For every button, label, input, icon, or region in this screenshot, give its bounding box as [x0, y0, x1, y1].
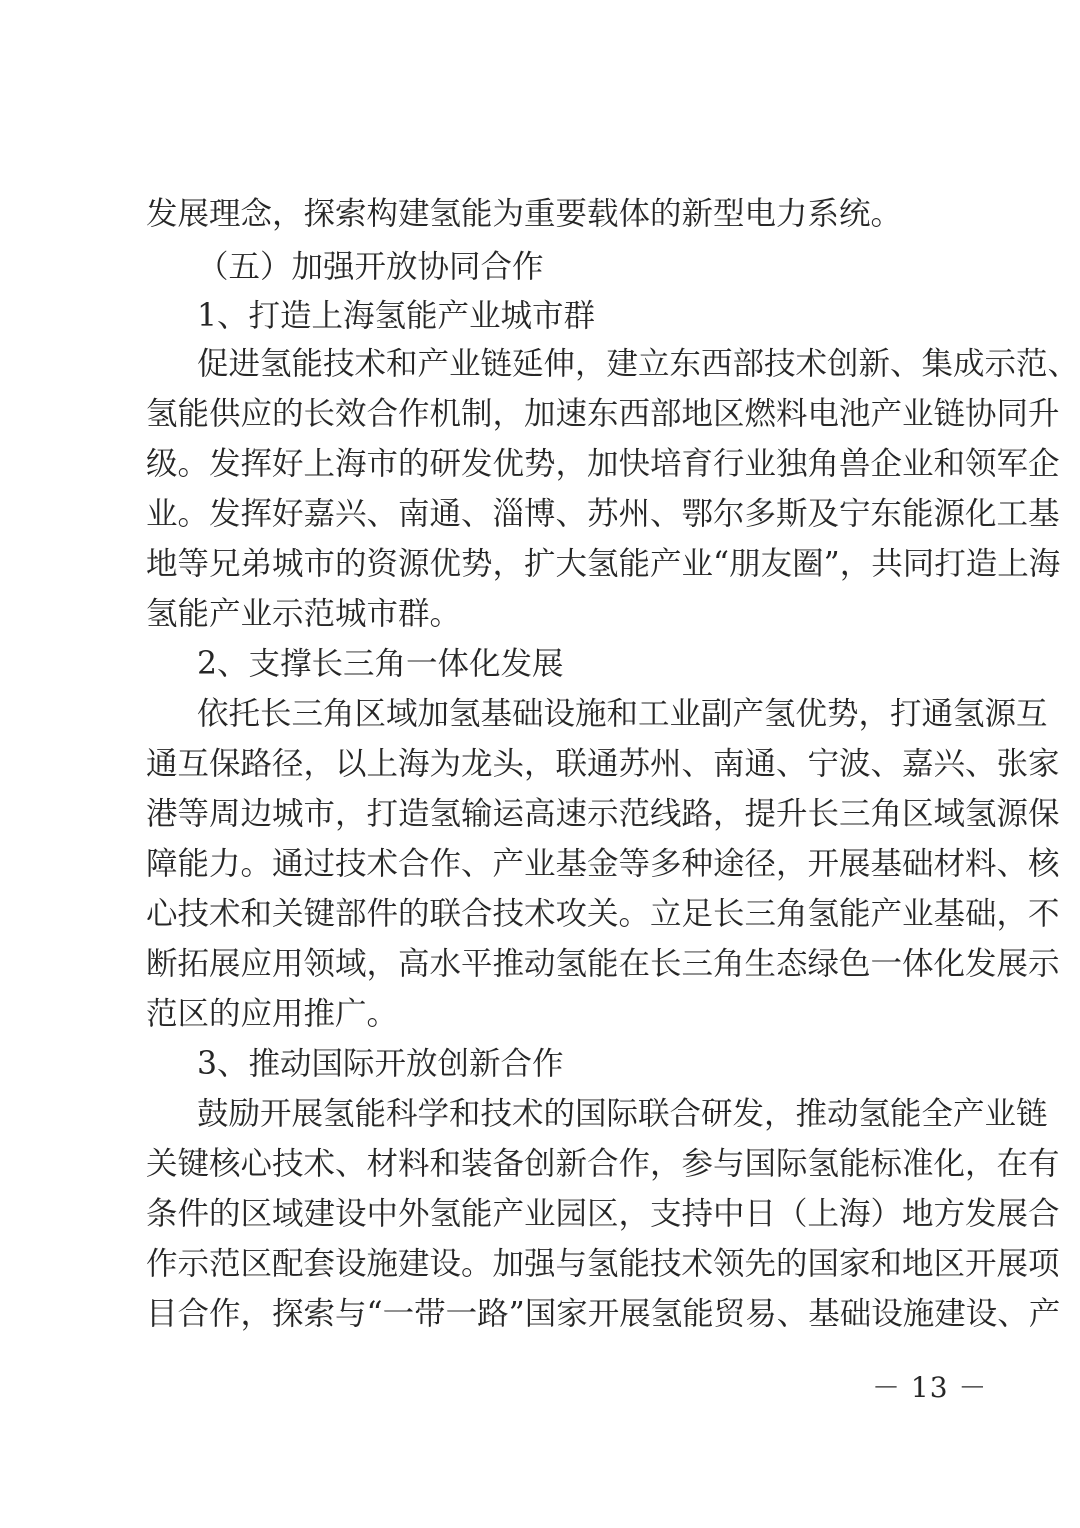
body-text-line: 通互保路径，以上海为龙头，联通苏州、南通、宁波、嘉兴、张家 — [146, 746, 1060, 782]
body-text-line: 断拓展应用领域，高水平推动氢能在长三角生态绿色一体化发展示 — [146, 946, 1060, 982]
body-text-line: 依托长三角区域加氢基础设施和工业副产氢优势，打通氢源互 — [197, 696, 1048, 732]
subsection-heading: 1、打造上海氢能产业城市群 — [197, 298, 596, 334]
body-text-line: 障能力。通过技术合作、产业基金等多种途径，开展基础材料、核 — [146, 846, 1060, 882]
body-text-line: 范区的应用推广。 — [146, 996, 399, 1032]
body-text-line: 促进氢能技术和产业链延伸，建立东西部技术创新、集成示范、 — [197, 346, 1080, 382]
body-text-line: 氢能供应的长效合作机制，加速东西部地区燃料电池产业链协同升 — [146, 396, 1060, 432]
body-text-line: 心技术和关键部件的联合技术攻关。立足长三角氢能产业基础，不 — [146, 896, 1060, 932]
body-text-line: 作示范区配套设施建设。加强与氢能技术领先的国家和地区开展项 — [146, 1246, 1060, 1282]
body-text-line: 业。发挥好嘉兴、南通、淄博、苏州、鄂尔多斯及宁东能源化工基 — [146, 496, 1060, 532]
body-text-line: 关键核心技术、材料和装备创新合作，参与国际氢能标准化，在有 — [146, 1146, 1060, 1182]
body-text-line: 鼓励开展氢能科学和技术的国际联合研发，推动氢能全产业链 — [197, 1096, 1048, 1132]
body-text-line: 级。发挥好上海市的研发优势，加快培育行业独角兽企业和领军企 — [146, 446, 1060, 482]
body-text-line: 地等兄弟城市的资源优势，扩大氢能产业“朋友圈”，共同打造上海 — [146, 546, 1061, 582]
body-text-line: 发展理念，探索构建氢能为重要载体的新型电力系统。 — [146, 196, 903, 232]
body-text-line: 港等周边城市，打造氢输运高速示范线路，提升长三角区域氢源保 — [146, 796, 1060, 832]
subsection-heading: 3、推动国际开放创新合作 — [197, 1046, 564, 1082]
body-text-line: 氢能产业示范城市群。 — [146, 596, 462, 632]
body-text-line: 条件的区域建设中外氢能产业园区，支持中日（上海）地方发展合 — [146, 1196, 1060, 1232]
page-number: － 13 － — [872, 1371, 988, 1404]
body-text-line: 目合作，探索与“一带一路”国家开展氢能贸易、基础设施建设、产 — [146, 1296, 1061, 1332]
section-heading: （五）加强开放协同合作 — [197, 249, 544, 285]
subsection-heading: 2、支撑长三角一体化发展 — [197, 646, 564, 682]
